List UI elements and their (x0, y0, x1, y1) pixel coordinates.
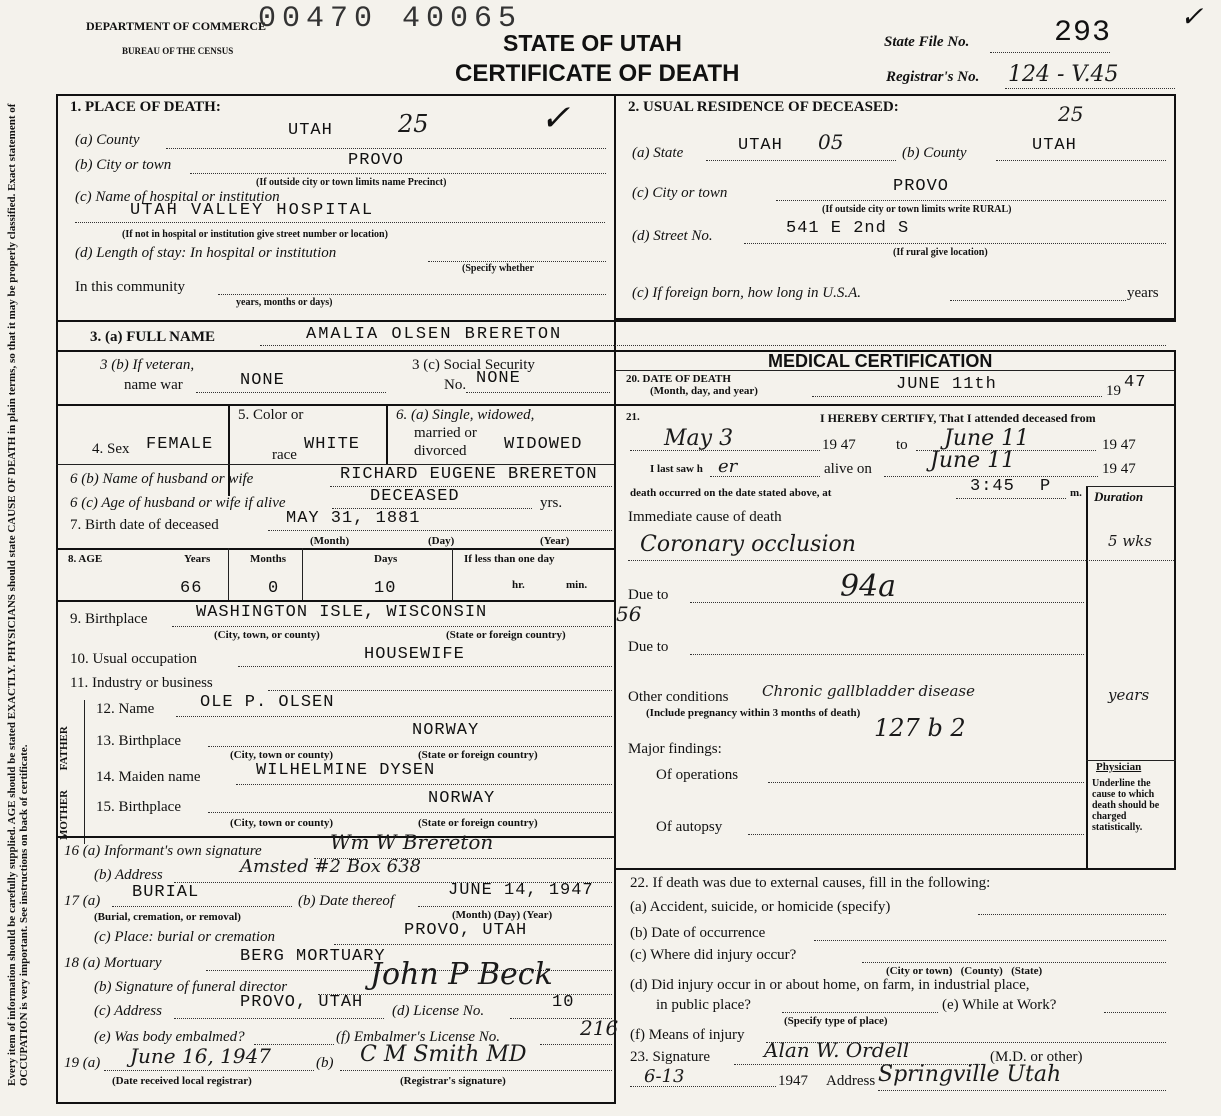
birthplace-label: 9. Birthplace (70, 611, 148, 627)
father-name-line (176, 716, 612, 717)
external-f-label: (f) Means of injury (630, 1027, 745, 1043)
res-city-value: PROVO (893, 177, 950, 196)
veteran-line (196, 392, 386, 393)
external-e-line (1104, 1012, 1166, 1013)
registrar-line (1005, 88, 1175, 89)
other-label: Other conditions (628, 689, 729, 705)
mother-birth-label: 15. Birthplace (96, 799, 181, 815)
death-date-line (812, 396, 1102, 397)
pod-city-value: PROVO (348, 151, 405, 170)
father-birth-label: 13. Birthplace (96, 733, 181, 749)
other-note: (Include pregnancy within 3 months of death) (646, 707, 861, 719)
color-value: WHITE (304, 435, 361, 454)
fd-addr-line (174, 1018, 384, 1019)
due1-label: Due to (628, 587, 669, 603)
signature-date-value: 6-13 (644, 1066, 685, 1087)
marital-label-2: married or (414, 425, 477, 441)
immediate-label: Immediate cause of death (628, 509, 782, 525)
death-time-m: m. (1070, 487, 1082, 499)
signature-value: Alan W. Ordell (764, 1038, 910, 1062)
attended-to-value: June 11 (944, 426, 1030, 451)
informant-sig-label: 16 (a) Informant's own signature (64, 843, 262, 859)
medical-heading: MEDICAL CERTIFICATION (768, 351, 993, 371)
received-label: 19 (a) (64, 1055, 101, 1071)
major-label: Major findings: (628, 741, 722, 757)
document-title: CERTIFICATE OF DEATH (455, 60, 740, 87)
signature-addr-label: Address (826, 1073, 876, 1089)
color-marital-divider (386, 404, 388, 464)
immediate-line (628, 560, 1174, 561)
res-county-label: (b) County (902, 145, 967, 161)
mother-note-city: (City, town or county) (230, 817, 334, 829)
ssn-label-2: No. (444, 377, 467, 393)
res-street-value: 541 E 2nd S (786, 219, 910, 238)
director-value: John P Beck (370, 957, 553, 992)
father-name-label: 12. Name (96, 701, 155, 717)
father-birth-value: NORWAY (412, 721, 480, 740)
death-date-value: JUNE 11th (896, 375, 997, 394)
sex-value: FEMALE (146, 435, 214, 454)
burial-value: BURIAL (132, 883, 200, 902)
death-year-value: 47 (1124, 373, 1147, 392)
full-name-line (260, 345, 1166, 346)
res-county-value: UTAH (1032, 136, 1077, 155)
death-time-value: 3:45 (970, 477, 1015, 496)
birth-year-note: (Year) (540, 535, 570, 547)
state-title: STATE OF UTAH (503, 30, 682, 56)
attended-from-year: 19 47 (822, 437, 856, 453)
full-name-label: 3. (a) FULL NAME (90, 329, 215, 345)
pod-hospital-note: (If not in hospital or institution give street number or location) (122, 229, 388, 240)
attended-from-value: May 3 (664, 426, 734, 451)
external-b-label: (b) Date of occurrence (630, 925, 766, 941)
fd-addr-value: PROVO, UTAH (240, 993, 364, 1012)
birthplace-code: 56 (616, 602, 642, 626)
industry-line (268, 690, 612, 691)
death-time-line (956, 498, 1066, 499)
veteran-value: NONE (240, 371, 285, 390)
attended-to-year: 19 47 (1102, 437, 1136, 453)
mother-birth-value: NORWAY (428, 789, 496, 808)
pod-county-label: (a) County (75, 132, 140, 148)
mother-name-value: WILHELMINE DYSEN (256, 761, 436, 780)
age-hr-label: hr. (512, 579, 525, 591)
death-year-prefix: 19 (1106, 383, 1121, 399)
lastsaw-line (710, 476, 820, 477)
burial-date-note: (Month) (Day) (Year) (452, 909, 553, 921)
mother-birth-line (208, 812, 612, 813)
birth-line (268, 530, 612, 531)
mother-name-line (236, 784, 612, 785)
father-name-value: OLE P. OLSEN (200, 693, 335, 712)
veteran-label-2: name war (124, 377, 183, 393)
physician-note: Underline the cause to which death should be charged statistically. (1092, 778, 1160, 833)
spouse-age-unit: yrs. (540, 495, 563, 511)
age-divider (56, 600, 616, 602)
veteran-divider (56, 404, 616, 406)
res-foreign-label: (c) If foreign born, how long in U.S.A. (632, 285, 862, 301)
pod-community-label: In this community (75, 279, 185, 295)
parents-side-divider (84, 700, 85, 844)
birthplace-value: WASHINGTON ISLE, WISCONSIN (196, 603, 488, 622)
signature-addr-line (878, 1090, 1166, 1091)
mortuary-value: BERG MORTUARY (240, 947, 386, 966)
informant-addr-value: Amsted #2 Box 638 (240, 856, 421, 877)
certify-label: 21. (626, 411, 640, 423)
res-street-note: (If rural give location) (893, 247, 988, 258)
veteran-label-1: 3 (b) If veteran, (100, 357, 195, 373)
res-county-line (996, 160, 1166, 161)
immediate-duration: 5 wks (1108, 532, 1152, 550)
occupation-value: HOUSEWIFE (364, 645, 465, 664)
autopsy-label: Of autopsy (656, 819, 723, 835)
spouse-label: 6 (b) Name of husband or wife (70, 471, 254, 487)
received-note: (Date received local registrar) (112, 1075, 252, 1087)
industry-label: 11. Industry or business (70, 675, 213, 691)
duration-label: Duration (1094, 489, 1144, 504)
res-city-line (776, 200, 1166, 201)
res-city-label: (c) City or town (632, 185, 728, 201)
ssn-label-1: 3 (c) Social Security (412, 357, 535, 373)
father-note-state: (State or foreign country) (418, 749, 538, 761)
immediate-value: Coronary occlusion (640, 532, 856, 557)
res-state-code: 05 (818, 130, 844, 154)
other-code: 127 b 2 (874, 714, 966, 742)
signature-addr-value: Springville Utah (878, 1062, 1062, 1087)
due1-line (690, 602, 1084, 603)
lastsaw-label: I last saw h (650, 463, 703, 475)
pod-hospital-value: UTAH VALLEY HOSPITAL (130, 201, 375, 220)
birth-label: 7. Birth date of deceased (70, 517, 219, 533)
age-years-value: 66 (180, 579, 203, 598)
external-d-label-2: in public place? (656, 997, 751, 1013)
father-note-city: (City, town or county) (230, 749, 334, 761)
due2-line (690, 654, 1084, 655)
embalmer-label: (f) Embalmer's License No. (336, 1029, 501, 1045)
res-street-line (744, 243, 1166, 244)
md-label: (M.D. or other) (990, 1049, 1083, 1065)
res-state-label: (a) State (632, 145, 684, 161)
burial-place-label: (c) Place: burial or cremation (94, 929, 276, 945)
pod-county-value: UTAH (288, 121, 333, 140)
death-date-divider (616, 404, 1174, 406)
burial-date-value: JUNE 14, 1947 (448, 881, 594, 900)
burial-date-label: (b) Date thereof (298, 893, 395, 909)
informant-addr-label: (b) Address (94, 867, 163, 883)
medical-heading-divider (616, 370, 1174, 371)
embalmer-line (540, 1044, 612, 1045)
age-min-label: min. (566, 579, 588, 591)
age-days-label: Days (374, 553, 398, 565)
birth-value: MAY 31, 1881 (286, 509, 421, 528)
birthplace-note-2: (State or foreign country) (446, 629, 566, 641)
registrar-label: Registrar's No. (886, 69, 980, 85)
residence-heading: 2. USUAL RESIDENCE OF DECEASED: (628, 99, 899, 115)
pod-stay-line (428, 261, 606, 262)
res-county-code: 25 (1058, 102, 1084, 126)
external-a-line (978, 914, 1166, 915)
pod-stay-note: (Specify whether (462, 263, 534, 274)
mortuary-label: 18 (a) Mortuary (64, 955, 162, 971)
place-of-death-heading: 1. PLACE OF DEATH: (70, 99, 221, 115)
autopsy-line (748, 834, 1084, 835)
pod-hospital-label: (c) Name of hospital or institution (75, 189, 280, 205)
pod-city-label: (b) City or town (75, 157, 172, 173)
burial-line (112, 906, 292, 907)
pod-county-line (166, 148, 606, 149)
certify-text: I HEREBY CERTIFY, That I attended deceased from (820, 411, 1096, 425)
alive-year: 19 47 (1102, 461, 1136, 477)
pod-stay-label: (d) Length of stay: In hospital or institution (75, 245, 337, 261)
marital-value: WIDOWED (504, 435, 583, 454)
res-state-value: UTAH (738, 136, 783, 155)
father-side-label: FATHER (58, 726, 70, 771)
check-mark-icon: ✓ (1180, 2, 1204, 33)
duration-top-line (1086, 486, 1176, 487)
marital-label-1: 6. (a) Single, widowed, (396, 407, 535, 423)
mother-side-label: MOTHER (58, 789, 70, 840)
registrar-sig-line (340, 1070, 612, 1071)
external-c-label: (c) Where did injury occur? (630, 947, 797, 963)
external-d-label-1: (d) Did injury occur in or about home, on farm, in industrial place, (630, 977, 1030, 993)
margin-instructions: Every item of information should be carefully supplied. AGE should be stated EXACTLY. PHYSICIANS should state CAUSE OF DEATH in plain terms, so that it may be properly classified. Exact statement of OCCUPATION is very important. See instructions on back of certificate. (6, 103, 30, 1086)
spouse-value: RICHARD EUGENE BRERETON (340, 465, 598, 484)
parents-side-label (58, 700, 70, 840)
pod-city-line (190, 173, 606, 174)
marital-label-3: divorced (414, 443, 467, 459)
death-date-label: 20. DATE OF DEATH (626, 373, 731, 385)
age-divider-1 (228, 548, 229, 600)
received-line (104, 1070, 314, 1071)
full-name-value: AMALIA OLSEN BRERETON (306, 325, 563, 344)
burial-date-line (418, 906, 612, 907)
pod-community-note: years, months or days) (236, 297, 333, 308)
birthplace-line (172, 626, 612, 627)
due1-value: 94a (840, 569, 897, 604)
other-duration: years (1108, 686, 1150, 704)
res-city-note: (If outside city or town limits write RURAL) (822, 204, 1012, 215)
color-label-1: 5. Color or (238, 407, 304, 423)
alive-value: June 11 (930, 448, 1016, 473)
embalmed-label: (e) Was body embalmed? (94, 1029, 245, 1045)
received-value: June 16, 1947 (130, 1044, 272, 1068)
certificate-serial: 00470 40065 (258, 2, 523, 36)
res-foreign-unit: years (1127, 285, 1159, 301)
birthplace-note-1: (City, town, or county) (214, 629, 320, 641)
lastsaw-value: er (718, 456, 738, 477)
embalmer-value: 216 (580, 1016, 619, 1040)
ssn-value: NONE (476, 369, 521, 388)
external-c-line (862, 962, 1166, 963)
external-c-note: (City or town) (County) (State) (886, 965, 1043, 977)
external-e-label: (e) While at Work? (942, 997, 1057, 1013)
signature-label: 23. Signature (630, 1049, 710, 1065)
age-days-value: 10 (374, 579, 397, 598)
burial-place-value: PROVO, UTAH (404, 921, 528, 940)
birth-day-note: (Day) (428, 535, 455, 547)
registrar-value: 124 - V.45 (1008, 62, 1119, 87)
registrar-sig-label: (b) (316, 1055, 334, 1071)
ops-label: Of operations (656, 767, 739, 783)
age-label: 8. AGE (68, 553, 103, 565)
burial-note: (Burial, cremation, or removal) (94, 911, 241, 923)
pod-hospital-line (75, 222, 605, 223)
department-label: DEPARTMENT OF COMMERCE (86, 19, 267, 33)
occupation-line (238, 666, 612, 667)
birth-month-note: (Month) (310, 535, 350, 547)
pod-community-line (218, 294, 606, 295)
informant-sig-value: Wm W Brereton (330, 830, 494, 854)
physician-heading: Physician (1096, 761, 1142, 773)
birth-divider (56, 548, 616, 550)
res-state-line (706, 160, 896, 161)
spouse-age-label: 6 (c) Age of husband or wife if alive (70, 495, 286, 511)
check-mark-icon: ✓ (540, 98, 571, 138)
external-heading: 22. If death was due to external causes, fill in the following: (630, 875, 991, 891)
pod-city-note: (If outside city or town limits name Precinct) (256, 177, 447, 188)
external-b-line (814, 940, 1166, 941)
external-d-note: (Specify type of place) (784, 1015, 888, 1027)
state-file-line (990, 52, 1110, 53)
attended-from-line (630, 450, 820, 451)
age-years-label: Years (184, 553, 211, 565)
occupation-label: 10. Usual occupation (70, 651, 198, 667)
external-a-label: (a) Accident, suicide, or homicide (specify) (630, 899, 891, 915)
age-months-value: 0 (268, 579, 280, 598)
ops-line (768, 782, 1084, 783)
father-birth-line (208, 746, 612, 747)
state-file-label: State File No. (884, 34, 970, 50)
pod-county-code: 25 (398, 110, 429, 138)
external-d-line (782, 1012, 938, 1013)
age-months-label: Months (250, 553, 287, 565)
bureau-label: BUREAU OF THE CENSUS (122, 46, 234, 56)
other-value: Chronic gallbladder disease (762, 682, 975, 700)
state-file-value: 293 (1054, 16, 1112, 50)
license-value: 10 (552, 993, 575, 1012)
death-time-suffix: P (1040, 477, 1052, 496)
signature-date-year: 1947 (778, 1073, 808, 1089)
section-divider-top (56, 320, 1176, 322)
alive-label: alive on (824, 461, 872, 477)
occurred-label: death occurred on the date stated above, at (630, 487, 832, 499)
registrar-sig-value: C M Smith MD (360, 1042, 527, 1067)
attended-to-label: to (896, 437, 908, 453)
spouse-age-value: DECEASED (370, 487, 460, 506)
res-foreign-line (950, 300, 1126, 301)
age-lessday-label: If less than one day (464, 553, 555, 565)
color-label-2: race (272, 447, 297, 463)
burial-place-line (334, 944, 612, 945)
death-date-note: (Month, day, and year) (650, 385, 758, 397)
fd-addr-label: (c) Address (94, 1003, 162, 1019)
mother-note-state: (State or foreign country) (418, 817, 538, 829)
signature-date-line (630, 1086, 776, 1087)
ssn-line (466, 392, 610, 393)
director-label: (b) Signature of funeral director (94, 979, 288, 995)
age-divider-2 (302, 548, 303, 600)
due2-label: Due to (628, 639, 669, 655)
age-divider-3 (452, 548, 453, 600)
res-street-label: (d) Street No. (632, 228, 713, 244)
sex-label: 4. Sex (92, 441, 130, 457)
registrar-sig-note: (Registrar's signature) (400, 1075, 506, 1087)
mother-name-label: 14. Maiden name (96, 769, 201, 785)
license-label: (d) License No. (392, 1003, 485, 1019)
duration-column-divider (1086, 486, 1088, 870)
burial-label: 17 (a) (64, 893, 101, 909)
